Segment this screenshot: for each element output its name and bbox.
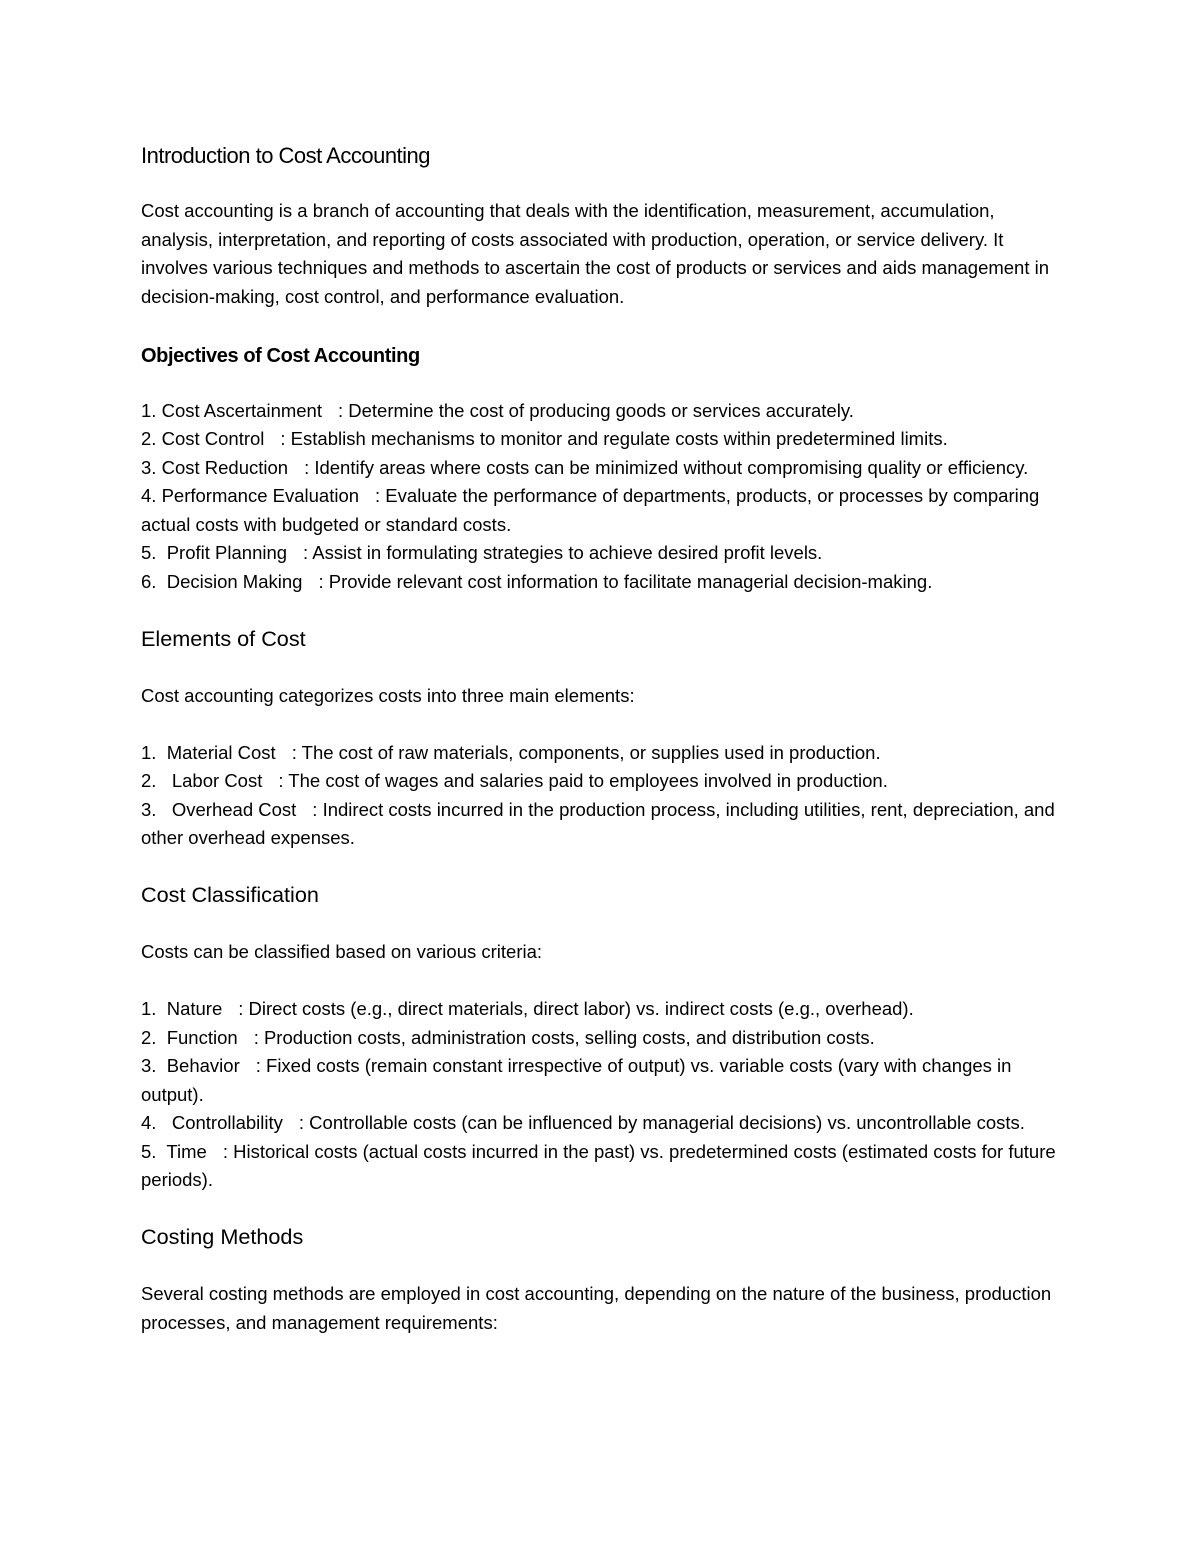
item-description: : Establish mechanisms to monitor and regulate costs within predetermined limits. (280, 428, 948, 449)
item-term: Cost Control (161, 428, 265, 449)
item-number: 2. (141, 770, 157, 791)
item-description: : Determine the cost of producing goods or services accurately. (337, 399, 854, 421)
item-description: : Direct costs (e.g., direct materials, direct labor) vs. indirect costs (e.g., overhead). (238, 998, 914, 1019)
item-number: 2. (141, 428, 157, 449)
list-item (141, 454, 1061, 483)
objectives-heading: Objectives of Cost Accounting (141, 344, 420, 367)
list-item (141, 482, 1061, 539)
item-number: 2. (141, 1026, 157, 1048)
item-term: Performance Evaluation (161, 485, 360, 506)
elements-intro: Cost accounting categorizes costs into three main elements: (141, 684, 635, 706)
classification-list (141, 995, 1061, 1195)
list-item (141, 767, 1061, 796)
item-number: 4. (141, 1112, 157, 1133)
list-item (141, 539, 1061, 568)
item-description: : Production costs, administration costs, selling costs, and distribution costs. (253, 1026, 875, 1048)
item-term: Behavior (166, 1055, 240, 1076)
item-number: 1. (141, 741, 157, 763)
item-number: 4. (141, 485, 157, 506)
item-term: Decision Making (166, 570, 303, 592)
item-term: Labor Cost (171, 770, 263, 791)
document-content (141, 140, 1061, 1337)
list-item (141, 1109, 1061, 1138)
list-item (141, 397, 1061, 426)
elements-heading: Elements of Cost (141, 625, 306, 651)
list-item (141, 568, 1061, 597)
item-description: : Evaluate the performance of departments, products, or processes by comparing actual costs with budgeted or standard costs. (141, 485, 1040, 535)
item-term: Controllability (171, 1112, 283, 1133)
item-description: : Indirect costs incurred in the production process, including utilities, rent, depreciation, and other overhead expenses. (141, 798, 1055, 848)
classification-intro: Costs can be classified based on various criteria: (141, 941, 543, 962)
item-term: Cost Reduction (161, 456, 289, 478)
item-description: : Historical costs (actual costs incurred in the past) vs. predetermined costs (estimated costs for future periods). (141, 1140, 1056, 1190)
item-number: 3. (141, 1055, 157, 1076)
item-description: : Identify areas where costs can be minimized without compromising quality or efficiency. (304, 456, 1029, 478)
item-number: 5. (141, 542, 157, 563)
item-description: : Controllable costs (can be influenced by managerial decisions) vs. uncontrollable costs. (298, 1112, 1025, 1133)
methods-intro: Several costing methods are employed in cost accounting, depending on the nature of the business, production processes, and management requirements: (141, 1283, 1052, 1333)
item-term: Profit Planning (166, 542, 288, 563)
item-number: 3. (141, 456, 157, 478)
list-item (141, 425, 1061, 454)
item-term: Time (166, 1140, 207, 1162)
intro-paragraph: Cost accounting is a branch of accounting that deals with the identification, measurement, accumulation, analysis, interpretation, and reporting of costs associated with production, operation, or service delivery. It involves various techniques and methods to ascertain the cost of products or services and aids management in decision-making, cost control, and performance evaluation. (141, 200, 1050, 307)
item-number: 6. (141, 570, 157, 592)
item-number: 5. (141, 1140, 157, 1162)
classification-heading: Cost Classification (141, 882, 319, 907)
item-term: Material Cost (166, 741, 276, 763)
item-number: 1. (141, 399, 157, 421)
item-description: : Provide relevant cost information to facilitate managerial decision-making. (318, 570, 933, 592)
item-term: Function (166, 1026, 238, 1048)
list-item (141, 739, 1061, 768)
list-item (141, 796, 1061, 853)
item-description: : Fixed costs (remain constant irrespective of output) vs. variable costs (vary with changes in output). (141, 1055, 1012, 1105)
item-term: Overhead Cost (171, 798, 297, 820)
document-title: Introduction to Cost Accounting (141, 143, 431, 168)
item-number: 1. (141, 998, 157, 1019)
list-item (141, 995, 1061, 1024)
item-description: : The cost of wages and salaries paid to employees involved in production. (278, 770, 888, 791)
methods-heading: Costing Methods (141, 1224, 304, 1249)
item-term: Cost Ascertainment (161, 399, 322, 421)
list-item (141, 1024, 1061, 1053)
objectives-list (141, 397, 1061, 597)
list-item (141, 1138, 1061, 1195)
item-term: Nature (166, 998, 223, 1019)
item-number: 3. (141, 798, 157, 820)
elements-list (141, 739, 1061, 853)
list-item (141, 1052, 1061, 1109)
item-description: : The cost of raw materials, components, or supplies used in production. (291, 741, 881, 763)
item-description: : Assist in formulating strategies to achieve desired profit levels. (303, 542, 823, 563)
